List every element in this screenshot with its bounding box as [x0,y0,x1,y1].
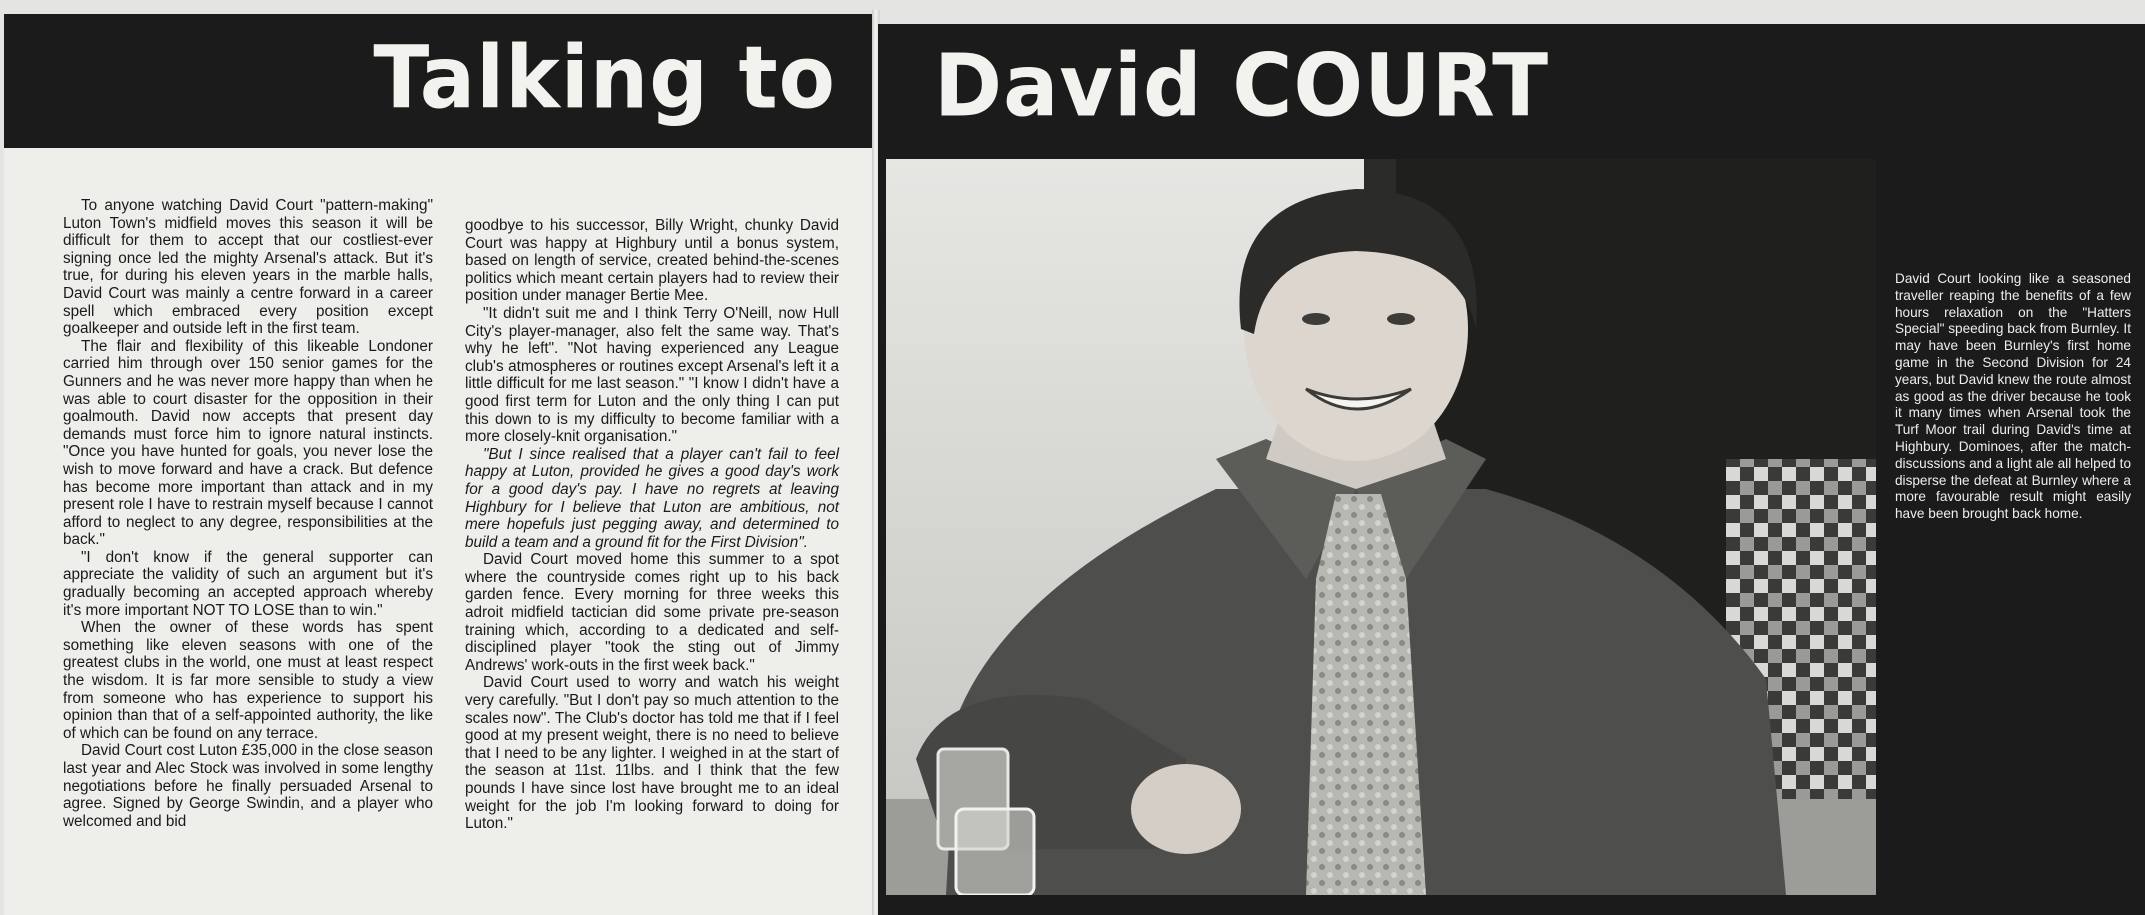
col1-paragraph: The flair and flexibility of this likeable Londoner carried him through over 150 senior games for the Gunners and he was never more happy than when he was able to court disaster for the opposition in their goalmouth. David now accepts that present day demands must force him to ignore natural instincts. "Once you have hunted for goals, you never lose the wish to move forward and have a crack. But defence has become more important than attack and in my present role I have to restrain myself because I cannot afford to neglect to any degree, responsibilities at the back." [63,337,433,549]
portrait-photo [886,159,1876,895]
col1-paragraph: When the owner of these words has spent something like eleven seasons with one of the greatest clubs in the world, one must at least respect the wisdom. It is far more sensible to study a view from someone who has experience to support his opinion than that of a self-appointed authority, the like of which can be found on any terrace. [63,619,433,742]
right-page [878,24,2145,915]
col2-quote: "But I since realised that a player can't fail to feel happy at Luton, provided he gives a good day's work for a good day's pay. I have no regrets at leaving Highbury for I believe that Luton are ambitious, not mere hopefuls just pegging away, and determined to build a team and a ground fit for the First Division". [465,445,839,551]
col2-paragraph: David Court used to worry and watch his weight very carefully. "But I don't pay so much attention to the scales now". The Club's doctor has told me that if I feel good at my present weight, there is no need to believe that I need to be any lighter. I weighed in at the start of the season at 11st. 11lbs. and I think that the few pounds I have since lost have brought me to an ideal weight for the job I'm looking forward to doing for Luton." [465,674,839,833]
col1-paragraph: "I don't know if the general supporter can appreciate the validity of such an argument but it's gradually becoming an accepted approach whereby it's more important NOT TO LOSE than to win." [63,548,433,619]
col2-paragraph: goodbye to his successor, Billy Wright, chunky David Court was happy at Highbury until a bonus system, based on length of service, created behind-the-scenes politics which meant certain players had to review their position under manager Bertie Mee. [465,217,839,305]
col2-paragraph: David Court moved home this summer to a spot where the countryside comes right up to his back garden fence. Every morning for three weeks this adroit midfield tactician did some private pre-season training which, according to a dedicated and self-disciplined player "took the sting out of Jimmy Andrews' work-outs in the first week back." [465,551,839,674]
left-title-band [4,14,872,148]
left-eye [1302,313,1330,325]
article-column-2 [465,217,839,833]
col2-paragraph: "It didn't suit me and I think Terry O'Neill, now Hull City's player-manager, also felt the same way. That's why he left". "Not having experienced any League club's atmospheres or routines except Arsenal's left it a little difficult for me last season." "I know I didn't have a good first term for Luton and the only thing I can put this down to is my difficulty to become familiar with a more closely-knit organisation." [465,304,839,446]
title-right: David COURT [934,36,1550,137]
drinking-glass [956,809,1034,895]
col1-paragraph: David Court cost Luton £35,000 in the close season last year and Alec Stock was involved in some lengthy negotiations before he finally persuaded Arsenal to agree. Signed by George Swindin, and a player who welcomed and bid [63,742,433,830]
col1-paragraph: To anyone watching David Court "pattern-making" Luton Town's midfield moves this season it will be difficult for them to accept that our costliest-ever signing once led the mighty Arsenal's attack. But it's true, for during his eleven years in the marble halls, David Court was mainly a centre forward in a career spell which embraced every position except goalkeeper and outside left in the first team. [63,197,433,338]
hand [1131,764,1241,854]
left-page [4,14,872,915]
right-eye [1387,313,1415,325]
article-column-1 [63,197,433,830]
title-left: Talking to [373,28,836,129]
photo-caption: David Court looking like a seasoned traveller reaping the benefits of a few hours relaxation on the "Hatters Special" speeding back from Burnley. It may have been Burnley's first home game in the Second Division for 24 years, but David knew the route almost as good as the driver because he took it many times when Arsenal took the Turf Moor trail during David's time at Highbury. Dominoes, after the match-discussions and a light ale all helped to disperse the defeat at Burnley where a more favourable result might easily have been brought back home. [1895,271,2131,522]
portrait-illustration [886,159,1876,895]
